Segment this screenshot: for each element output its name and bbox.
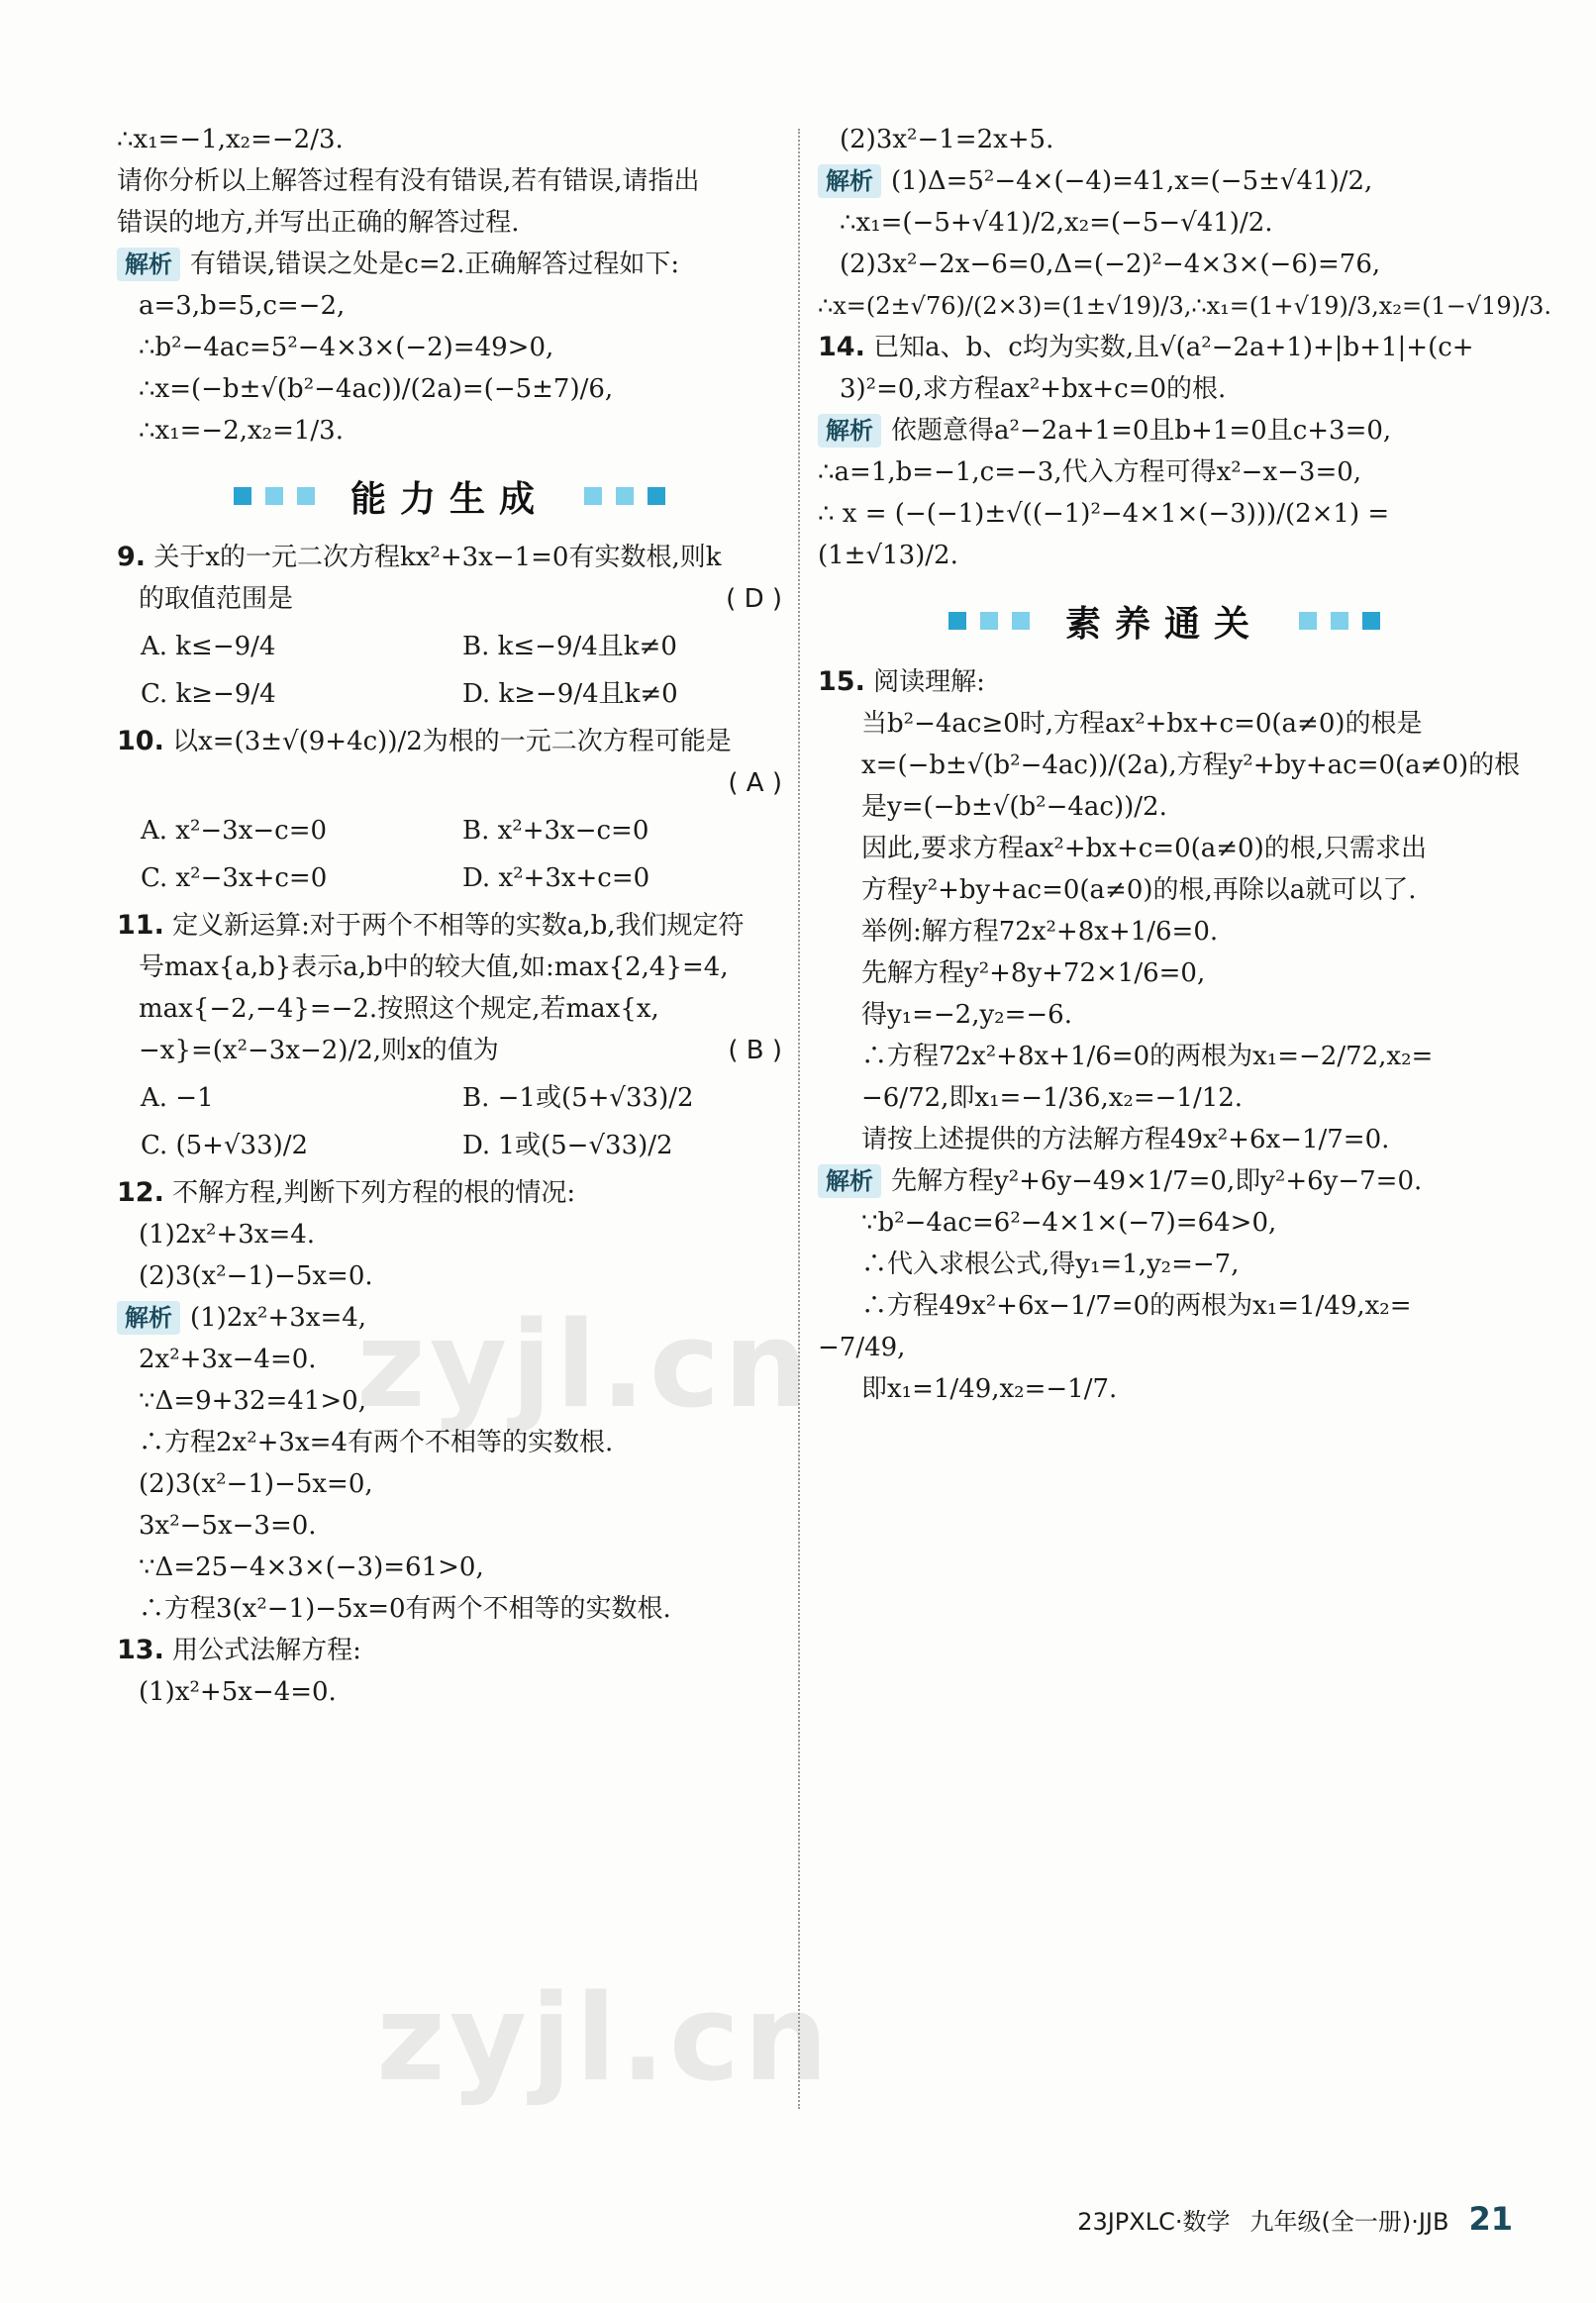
right-column xyxy=(818,117,1551,1412)
text-line: a=3,b=5,c=−2, xyxy=(139,291,346,321)
question-text: −x}=(x²−3x−2)/2,则x的值为 xyxy=(139,1036,499,1065)
text-line: ∴x₁=−2,x₂=1/3. xyxy=(139,416,344,446)
text-line: ∴x₁=(−5+√41)/2,x₂=(−5−√41)/2. xyxy=(840,208,1273,238)
question-number: 13. xyxy=(117,1635,164,1665)
question-text: 阅读理解: xyxy=(873,667,985,697)
section-header xyxy=(818,596,1511,646)
solution-block xyxy=(818,412,1511,450)
option-c: C. k≥−9/4 xyxy=(141,679,276,709)
column-divider xyxy=(798,129,800,2109)
text-line: 2x²+3x−4=0. xyxy=(139,1345,317,1374)
text-line: −7/49, xyxy=(818,1333,906,1362)
question-text: 用公式法解方程: xyxy=(172,1636,361,1665)
text-line: (2)3x²−2x−6=0,Δ=(−2)²−4×3×(−6)=76, xyxy=(840,250,1381,279)
question-number: 11. xyxy=(117,910,164,941)
text-line: ∴a=1,b=−1,c=−3,代入方程可得x²−x−3=0, xyxy=(818,457,1362,487)
text-line: 请你分析以上解答过程有没有错误,若有错误,请指出 xyxy=(117,166,700,196)
analysis-text: (1)2x²+3x=4, xyxy=(190,1303,367,1333)
analysis-text: 先解方程y²+6y−49×1/7=0,即y²+6y−7=0. xyxy=(891,1166,1423,1196)
analysis-tag: 解析 xyxy=(117,248,180,281)
option-b: B. k≤−9/4且k≠0 xyxy=(462,632,677,661)
question-number: 9. xyxy=(117,542,147,572)
analysis-text: 有错误,错误之处是c=2.正确解答过程如下: xyxy=(190,250,680,279)
question-text: 定义新运算:对于两个不相等的实数a,b,我们规定符 xyxy=(172,911,745,941)
question-text: ∴方程72x²+8x+1/6=0的两根为x₁=−2/72,x₂= xyxy=(861,1042,1434,1071)
text-line: ∴b²−4ac=5²−4×3×(−2)=49>0, xyxy=(139,333,554,362)
decor-square xyxy=(1012,612,1030,630)
question-line xyxy=(117,764,782,802)
decor-square xyxy=(980,612,998,630)
decor-square xyxy=(648,487,665,505)
solution-block xyxy=(818,1162,1511,1200)
question-number: 15. xyxy=(818,666,865,697)
question-text: 已知a、b、c均为实数,且√(a²−2a+1)+|b+1|+(c+ xyxy=(873,333,1474,362)
question-text: 当b²−4ac≥0时,方程ax²+bx+c=0(a≠0)的根是 xyxy=(861,709,1423,739)
text-line: ∴代入求根公式,得y₁=1,y₂=−7, xyxy=(861,1250,1240,1279)
decor-square xyxy=(1331,612,1348,630)
watermark: zyjl.cn xyxy=(356,1297,813,1435)
question-text: 3)²=0,求方程ax²+bx+c=0的根. xyxy=(840,374,1227,404)
question-text: 号max{a,b}表示a,b中的较大值,如:max{2,4}=4, xyxy=(139,952,729,982)
text-line: ∴方程2x²+3x=4有两个不相等的实数根. xyxy=(139,1428,614,1457)
question-text: x=(−b±√(b²−4ac))/(2a),方程y²+by+ac=0(a≠0)的根 xyxy=(861,751,1521,780)
option-b: B. x²+3x−c=0 xyxy=(462,816,649,846)
question-text: 是y=(−b±√(b²−4ac))/2. xyxy=(861,792,1167,822)
options-row xyxy=(117,1079,782,1117)
question-text: 不解方程,判断下列方程的根的情况: xyxy=(172,1178,576,1208)
text-line: ∵b²−4ac=6²−4×1×(−7)=64>0, xyxy=(861,1208,1277,1238)
question-part: (1)x²+5x−4=0. xyxy=(139,1677,337,1707)
section-title: 能力生成 xyxy=(349,478,549,520)
text-line: ∴方程3(x²−1)−5x=0有两个不相等的实数根. xyxy=(139,1594,671,1624)
option-c: C. (5+√33)/2 xyxy=(141,1131,309,1160)
text-line: (1±√13)/2. xyxy=(818,541,958,570)
option-c: C. x²−3x+c=0 xyxy=(141,863,328,893)
options-row xyxy=(117,859,782,897)
watermark: zyjl.cn xyxy=(376,1970,833,2108)
section-title: 素养通关 xyxy=(1064,603,1263,645)
question-text: 因此,要求方程ax²+bx+c=0(a≠0)的根,只需求出 xyxy=(861,834,1427,863)
question-10 xyxy=(117,723,782,760)
decor-square xyxy=(948,612,966,630)
analysis-tag: 解析 xyxy=(818,164,881,198)
options-row xyxy=(117,675,782,713)
option-d: D. k≥−9/4且k≠0 xyxy=(462,679,678,709)
decor-square xyxy=(265,487,283,505)
question-13 xyxy=(117,1632,782,1669)
text-line: ∴方程49x²+6x−1/7=0的两根为x₁=1/49,x₂= xyxy=(861,1291,1412,1321)
left-column xyxy=(117,117,782,1715)
answer-choice: ( D ) xyxy=(726,584,782,614)
question-text: 先解方程y²+8y+72×1/6=0, xyxy=(861,958,1206,988)
text-line: 即x₁=1/49,x₂=−1/7. xyxy=(861,1374,1118,1404)
options-row xyxy=(117,1127,782,1164)
text-line: (2)3(x²−1)−5x=0, xyxy=(139,1469,373,1499)
decor-square xyxy=(1299,612,1317,630)
question-text: 以x=(3±√(9+4c))/2为根的一元二次方程可能是 xyxy=(172,727,732,756)
text-line: 错误的地方,并写出正确的解答过程. xyxy=(117,208,520,238)
answer-choice: ( A ) xyxy=(728,768,782,798)
solution-block xyxy=(117,1299,782,1337)
question-14 xyxy=(818,329,1511,366)
decor-square xyxy=(616,487,634,505)
solution-block xyxy=(117,246,782,283)
page-number: 21 xyxy=(1468,2200,1513,2238)
question-number: 12. xyxy=(117,1177,164,1208)
text-line: 3x²−5x−3=0. xyxy=(139,1511,317,1541)
analysis-text: (1)Δ=5²−4×(−4)=41,x=(−5±√41)/2, xyxy=(891,166,1373,196)
page-footer xyxy=(1077,2200,1513,2238)
question-15 xyxy=(818,663,1511,701)
decor-square xyxy=(1362,612,1380,630)
text-line: ∵Δ=9+32=41>0, xyxy=(139,1386,366,1416)
question-text: −6/72,即x₁=−1/36,x₂=−1/12. xyxy=(861,1083,1244,1113)
answer-choice: ( B ) xyxy=(728,1036,782,1065)
analysis-tag: 解析 xyxy=(818,414,881,448)
question-text: max{−2,−4}=−2.按照这个规定,若max{x, xyxy=(139,994,659,1024)
option-a: A. −1 xyxy=(141,1083,214,1113)
decor-square xyxy=(234,487,251,505)
text-line: ∴x=(−b±√(b²−4ac))/(2a)=(−5±7)/6, xyxy=(139,374,614,404)
question-part: (1)2x²+3x=4. xyxy=(139,1220,316,1250)
text-line: ∴ x = (−(−1)±√((−1)²−4×1×(−3)))/(2×1) = xyxy=(818,499,1390,529)
decor-square xyxy=(297,487,315,505)
question-11 xyxy=(117,907,782,945)
question-part: (2)3x²−1=2x+5. xyxy=(840,125,1054,154)
options-row xyxy=(117,812,782,850)
option-a: A. x²−3x−c=0 xyxy=(141,816,328,846)
option-d: D. 1或(5−√33)/2 xyxy=(462,1131,673,1160)
question-part: (2)3(x²−1)−5x=0. xyxy=(139,1261,373,1291)
question-text: 的取值范围是 xyxy=(139,584,294,614)
text-line: ∴x=(2±√76)/(2×3)=(1±√19)/3,∴x₁=(1+√19)/3,x₂=(1−√19)/3. xyxy=(818,292,1551,320)
grade-label: 九年级(全一册)·JJB xyxy=(1249,2207,1449,2236)
decor-square xyxy=(584,487,602,505)
question-9 xyxy=(117,539,782,576)
question-number: 10. xyxy=(117,726,164,756)
question-text: 请按上述提供的方法解方程49x²+6x−1/7=0. xyxy=(861,1125,1390,1154)
options-row xyxy=(117,628,782,665)
question-line xyxy=(117,580,782,618)
solution-block xyxy=(818,162,1511,200)
option-b: B. −1或(5+√33)/2 xyxy=(462,1083,694,1113)
question-text: 举例:解方程72x²+8x+1/6=0. xyxy=(861,917,1219,947)
question-text: 关于x的一元二次方程kx²+3x−1=0有实数根,则k xyxy=(153,543,722,572)
option-a: A. k≤−9/4 xyxy=(141,632,276,661)
analysis-tag: 解析 xyxy=(818,1164,881,1198)
text-line: ∵Δ=25−4×3×(−3)=61>0, xyxy=(139,1552,484,1582)
question-text: 方程y²+by+ac=0(a≠0)的根,再除以a就可以了. xyxy=(861,875,1417,905)
option-d: D. x²+3x+c=0 xyxy=(462,863,650,893)
book-code: 23JPXLC·数学 xyxy=(1077,2207,1231,2236)
analysis-text: 依题意得a²−2a+1=0且b+1=0且c+3=0, xyxy=(891,416,1392,446)
analysis-tag: 解析 xyxy=(117,1301,180,1335)
section-header xyxy=(117,471,782,521)
question-text: 得y₁=−2,y₂=−6. xyxy=(861,1000,1072,1030)
text-line: ∴x₁=−1,x₂=−2/3. xyxy=(117,125,344,154)
question-number: 14. xyxy=(818,332,865,362)
question-12 xyxy=(117,1174,782,1212)
question-line xyxy=(117,1032,782,1069)
